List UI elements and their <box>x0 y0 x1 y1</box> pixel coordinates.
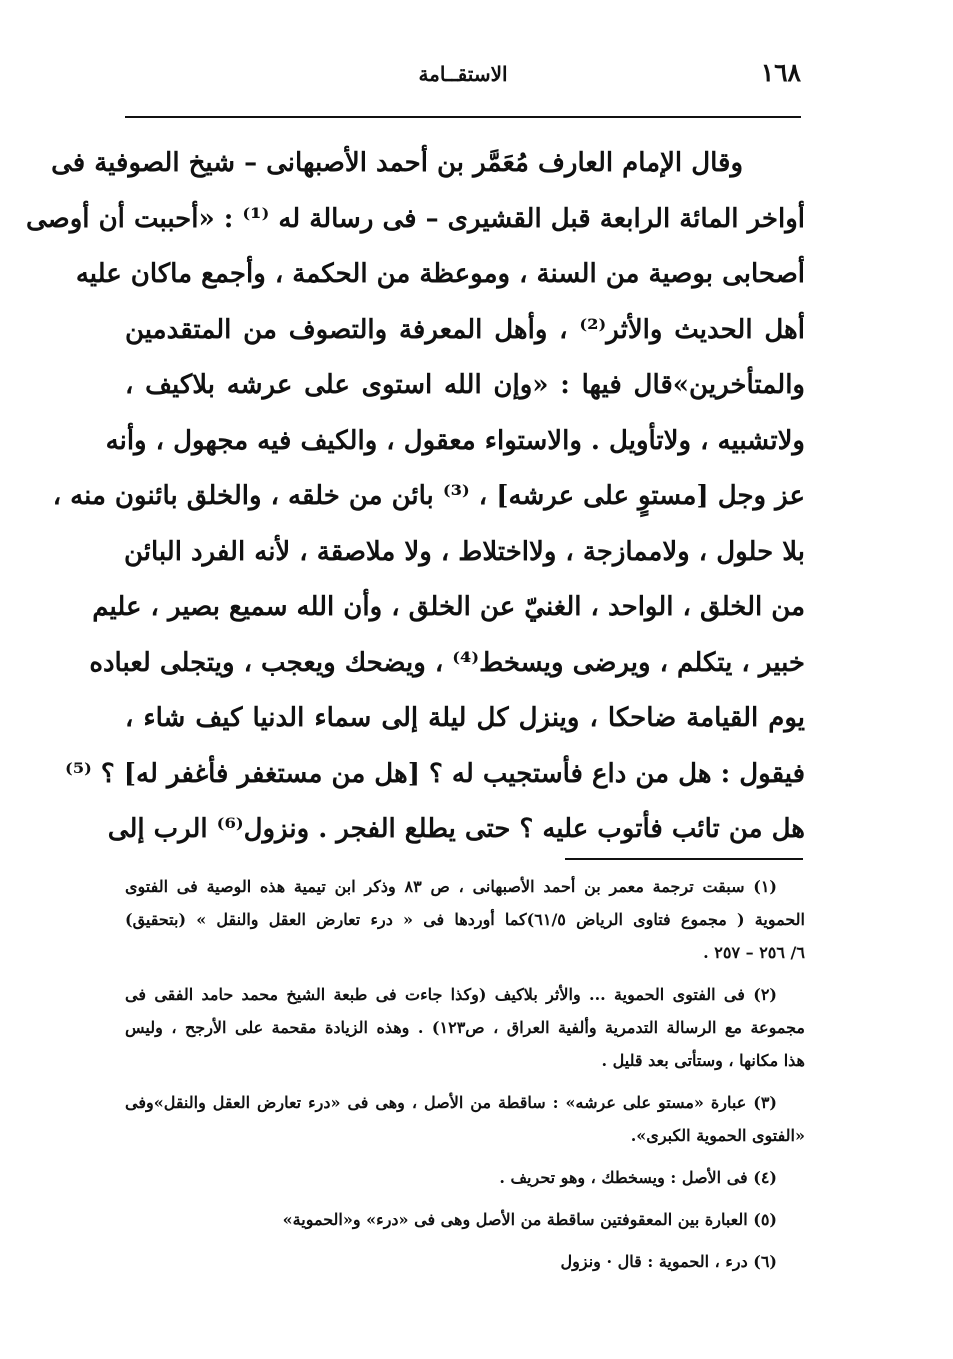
text-line: أهل الحديث والأثر⁽²⁾ ، وأهل المعرفة والتصوف من المتقدمين <box>125 314 805 345</box>
footnote-line: (٦) درء ، الحموية : قال · ونزول <box>560 1252 777 1271</box>
footnote-line: (٢) فى الفتوى الحموية ... والأثر بلاكيف (وكذا جاءت فى طبعة الشيخ محمد حامد الفقى فى <box>125 985 777 1004</box>
footnote-5 <box>125 1203 805 1236</box>
text-line: من الخلق ، الواحد ، الغنيّ عن الخلق ، وأن الله سميع بصير ، عليم <box>92 592 805 622</box>
footnote-2 <box>125 978 805 1077</box>
text-line: خبير ، يتكلم ، ويرضى ويسخط⁽⁴⁾ ، ويضحك ويعجب ، ويتجلى لعباده <box>89 647 805 678</box>
footnote-4 <box>125 1161 805 1194</box>
footnotes <box>125 870 805 1287</box>
footnote-line: (٥) العبارة بين المعقوفتين ساقطة من الأصل وهى فى «درء» و«الحموية» <box>282 1210 777 1229</box>
footnote-line: هذا مكانها ، وستأتى بعد قليل . <box>601 1051 805 1070</box>
page-header <box>125 52 801 102</box>
running-title: الاستقــامة <box>418 62 508 86</box>
text-line: عز وجل [مستوٍ على عرشه] ، ⁽³⁾ بائن من خلقه ، والخلق بائنون منه ، <box>52 481 805 511</box>
footnote-line: «الفتوى الحموية الكبرى». <box>630 1126 805 1145</box>
text-line: بلا حلول ، ولاممازجة ، ولااختلاط ، ولا ملاصقة ، لأنه الفرد البائن <box>123 536 805 567</box>
footnote-3 <box>125 1086 805 1152</box>
footnote-1 <box>125 870 805 969</box>
text-line: وقال الإمام العارف مُعَمَّر بن أحمد الأصبهانى – شيخ الصوفية فى <box>51 148 743 178</box>
text-line: والمتأخرين»قال فيها : «وإن الله استوى على عرشه بلاكيف ، <box>125 370 805 400</box>
footnote-line: (٤) فى الأصل : ويسخطك ، وهو تحريف . <box>499 1168 777 1187</box>
text-line: ولاتشبيه ، ولاتأويل . والاستواء معقول ، والكيف فيه مجهول ، وأنه <box>105 425 805 456</box>
footnote-line: (٣) عبارة «مستو على عرشه» : ساقطة من الأصل ، وهى فى «درء تعارض العقل والنقل»وفى <box>125 1093 777 1112</box>
footnote-separator <box>565 858 803 860</box>
footnote-line: الحموية ( مجموع فتاوى الرياض ٦١/٥)كما أوردها فى « درء تعارض العقل والنقل » (بتحقيق) <box>125 910 806 929</box>
text-line: يوم القيامة ضاحكا ، وينزل كل ليلة إلى سماء الدنيا كيف شاء ، <box>125 703 805 733</box>
text-line: أواخر المائة الرابعة قبل القشيرى – فى رسالة له ⁽¹⁾ : «أحببت أن أوصى <box>26 203 805 234</box>
text-line: هل من تائب فأتوب عليه ؟ حتى يطلع الفجر . ونزول⁽⁶⁾ الرب إلى <box>107 814 805 844</box>
text-line: أصحابى بوصية من السنة ، وموعظة من الحكمة ، وأجمع ماكان عليه <box>75 259 805 289</box>
text-line: فيقول : هل من داع فأستجيب له ؟ [هل من مستغفر فأغفر له] ؟ ⁽⁵⁾ <box>64 758 805 789</box>
footnote-line: مجموعة مع الرسالة التدمرية وألفية العراق ، ص١٢٣) . وهذه الزيادة مقحمة على الأرجح ، وليس <box>125 1018 806 1037</box>
footnote-line: (١) سبقت ترجمة معمر بن أحمد الأصبهانى ، ص ٨٣ وذكر ابن تيمية هذه الوصية فى الفتوى <box>125 877 777 896</box>
page-number: ١٦٨ <box>760 58 801 87</box>
main-text <box>26 136 805 858</box>
footnote-6 <box>125 1245 805 1278</box>
footnote-line: ٦/ ٢٥٦ – ٢٥٧ . <box>703 943 805 962</box>
header-rule <box>125 116 801 118</box>
